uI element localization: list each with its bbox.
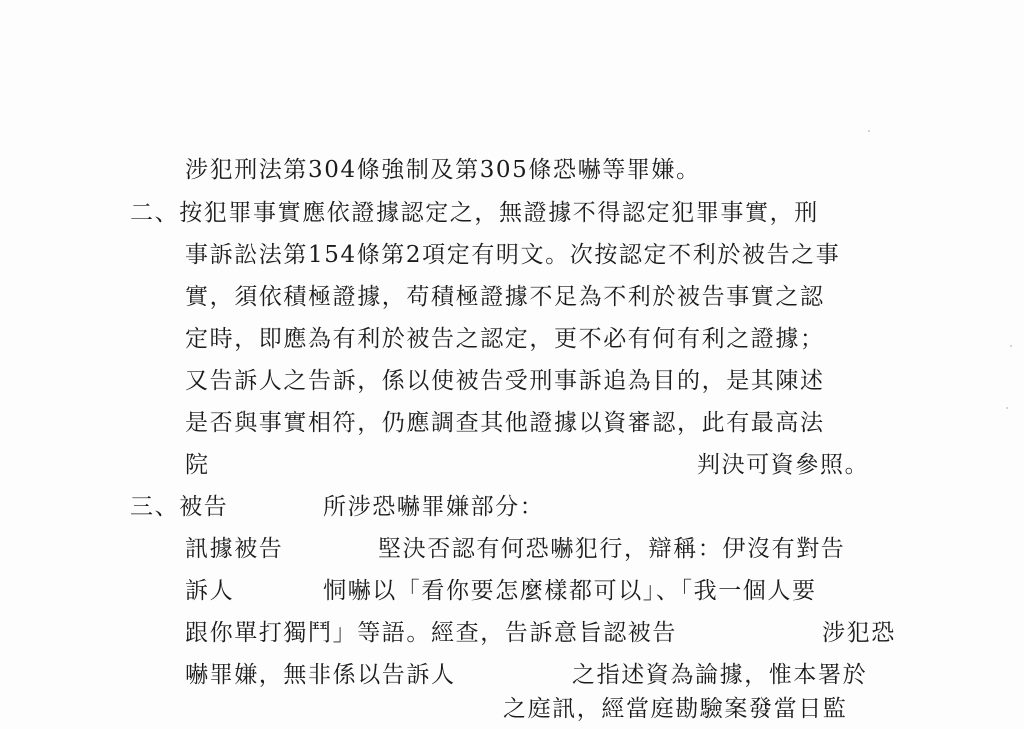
line-text-left: 訊據被告: [185, 536, 284, 562]
line-text: 涉犯刑法第304條強制及第305條恐嚇等罪嫌。: [185, 157, 701, 183]
scan-speck: [868, 130, 870, 132]
line-text-left: 三、被告: [130, 494, 229, 520]
scan-speck: [1010, 345, 1012, 347]
line-text: 事訴訟法第154條第2項定有明文。次按認定不利於被告之事: [185, 242, 841, 268]
line-text-right: 之指述資為論據，惟本署於: [572, 662, 868, 688]
line-text: 是否與事實相符，仍應調查其他證據以資審認，此有最高法: [185, 410, 825, 436]
line-text-right: 恫嚇以「看你要怎麼樣都可以」、「我一個人要: [323, 578, 817, 604]
scan-speck: [1006, 407, 1008, 409]
line-text-right: 判決可資參照。: [697, 452, 870, 478]
line-text-left: 院: [185, 452, 210, 478]
line-text: 二、按犯罪事實應依證據認定之，無證據不得認定犯罪事實，刑: [130, 200, 819, 226]
line-text-left: 嚇罪嫌，無非係以告訴人: [185, 662, 456, 688]
line-text-right: 所涉恐嚇罪嫌部分：: [323, 494, 545, 520]
line-text: 定時，即應為有利於被告之認定，更不必有何有利之證據；: [185, 326, 825, 352]
line-text-left: 訴人: [185, 578, 235, 604]
line-text: 又告訴人之告訴，係以使被告受刑事訴追為目的，是其陳述: [185, 368, 825, 394]
line-text-right: 堅決否認有何恐嚇犯行，辯稱：伊沒有對告: [378, 536, 846, 562]
line-text: 之庭訊，經當庭勘驗案發當日監: [503, 696, 848, 722]
line-text-right: 涉犯恐: [822, 620, 896, 646]
line-text-left: 跟你單打獨鬥」等語。經查，告訴意旨認被告: [185, 620, 677, 646]
line-text: 實，須依積極證據，苟積極證據不足為不利於被告事實之認: [185, 284, 825, 310]
